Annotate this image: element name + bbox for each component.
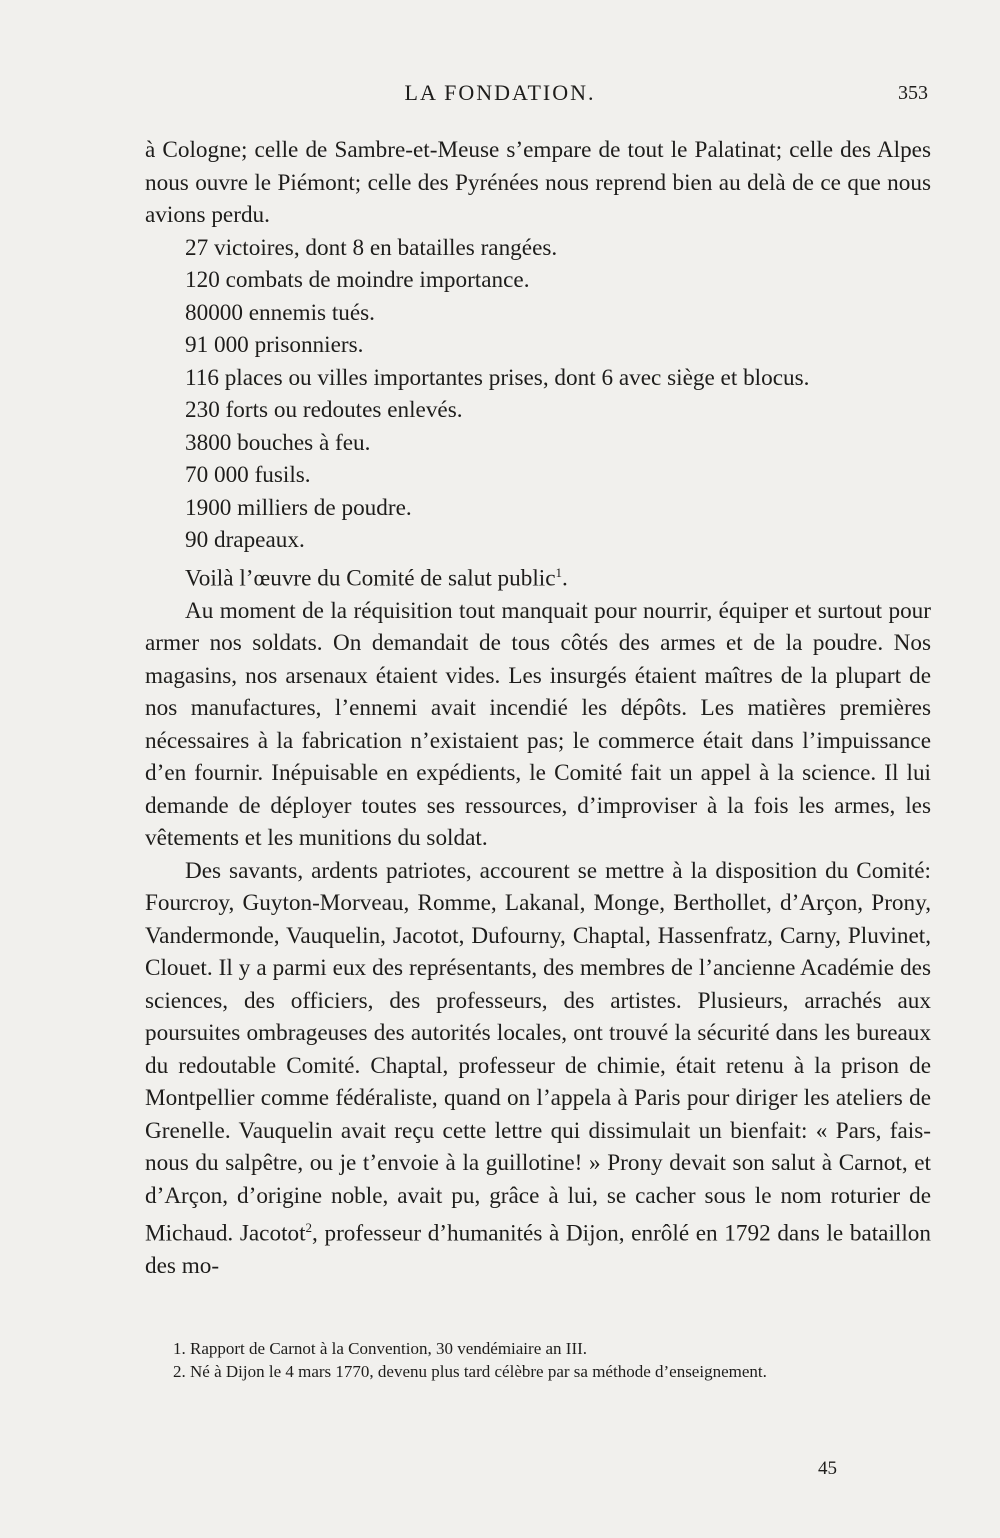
list-item: 27 victoires, dont 8 en batailles rangées. — [185, 234, 558, 261]
paragraph-savants-end: , professeur d’humanités à Dijon, enrôlé en 1792 dans le bataillon des mo- — [145, 1220, 931, 1280]
footnote-ref-2[interactable]: 2 — [305, 1220, 313, 1236]
statistics-list — [145, 232, 931, 557]
list-item: 3800 bouches à feu. — [185, 429, 371, 456]
list-item: 80000 ennemis tués. — [185, 299, 375, 326]
paragraph-savants-text: Des savants, ardents patriotes, accourent se mettre à la disposition du Comité: Fourcroy, Guyton-Morveau, Romme, Lakanal, Monge, Berthollet, d’Arçon, Prony, Vandermonde, Vauquelin, Jacotot, Dufourny, Chaptal, Hassenfratz, Carny, Pluvinet, Clouet. Il y a parmi eux des représentants, des membres de l’ancienne Académie des sciences, des officiers, des professeurs, des artistes. Plusieurs, arrachés aux poursuites ombrageuses des autorités locales, ont trouvé la sécurité dans les bureaux du redoutable Comité. Chaptal, professeur de chimie, était retenu à la prison de Montpellier comme fédéraliste, quand on l’appela à Paris pour diriger les ateliers de Grenelle. Vauquelin avait reçu cette lettre qui dissimulait un bienfait: « Pars, fais-nous du salpêtre, ou je t’envoie à la guillotine! » Prony devait son salut à Carnot, et d’Arçon, d’origine noble, avait pu, grâce à lui, se cacher sous le nom roturier de Michaud. Jacotot — [145, 857, 931, 1247]
paragraph-savants — [145, 855, 931, 1283]
footnote-ref-1[interactable]: 1 — [555, 564, 563, 580]
list-item: 90 drapeaux. — [185, 527, 305, 553]
list-item: 230 forts ou redoutes enlevés. — [185, 397, 463, 423]
conclusion-text: Voilà l’œuvre du Comité de salut public — [185, 565, 556, 592]
signature-mark: 45 — [818, 1458, 837, 1479]
paragraph-requisition: Au moment de la réquisition tout manquait pour nourrir, équiper et surtout pour armer nos soldats. On demandait de tous côtés des armes et de la poudre. Nos magasins, nos arsenaux étaient vides. Les insurgés étaient maîtres de la plupart de nos manufactures, l’ennemi avait incendié les dépôts. Les matières premières nécessaires à la fabrication n’existaient pas; le commerce était dans l’impuissance d’en fournir. Inépuisable en expédients, le Comité fait un appel à la science. Il lui demande de déployer toutes ses ressources, d’improviser à la fois les armes, les vêtements et les munitions du soldat. — [145, 597, 931, 852]
list-item: 116 places ou villes importantes prises, dont 6 avec siège et blocus. — [185, 364, 810, 391]
list-item: 120 combats de moindre importance. — [185, 267, 530, 293]
list-item: 91 000 prisonniers. — [185, 332, 364, 358]
footnotes — [145, 1338, 931, 1383]
list-item: 70 000 fusils. — [185, 462, 311, 488]
list-item: 1900 milliers de poudre. — [185, 494, 412, 521]
body-text — [145, 134, 931, 1283]
running-title: LA FONDATION. — [404, 80, 596, 105]
page-number: 353 — [898, 82, 928, 104]
footnote-1: 1. Rapport de Carnot à la Convention, 30 vendémiaire an III. — [173, 1339, 588, 1358]
conclusion-line: Voilà l’œuvre du Comité de salut public$^1$. — [185, 564, 568, 592]
footnote-2: 2. Né à Dijon le 4 mars 1770, devenu plus tard célèbre par sa méthode d’enseignement. — [173, 1361, 767, 1381]
opening-paragraph: à Cologne; celle de Sambre-et-Meuse s’empare de tout le Palatinat; celle des Alpes nous ouvre le Piémont; celle des Pyrénées nous reprend bien au delà de ce que nous avions perdu. — [145, 137, 931, 228]
